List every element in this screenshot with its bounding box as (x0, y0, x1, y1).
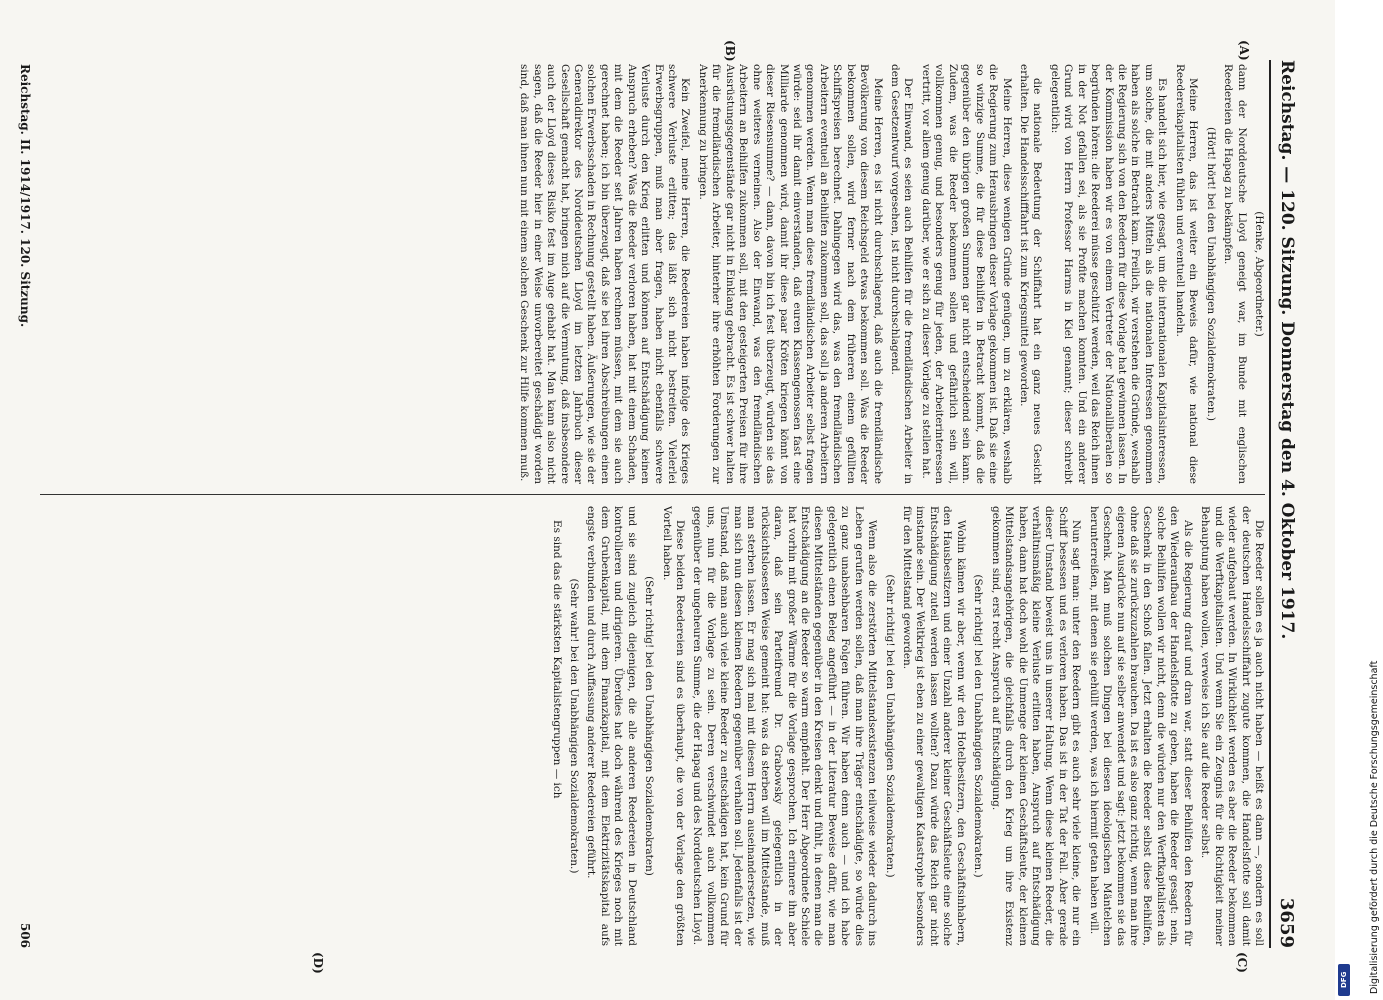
header-page-number: 3659 (1276, 897, 1298, 948)
paragraph: Meine Herren, diese wenigen Gründe genügen, um zu erklären, weshalb die Regierung zum Herausbringen dieser Vorlage gekommen ist. Daß sie eine so winzige Summe, die für diese Beihilfen in Betracht kommt, daß die gegenüber den übrigen großen Summen gar nicht entscheidend sein kann. Zudem, was die Reeder bekommen sollen und gefährlich sein will, vollkommen genug, und besonders genug für jeden, der Arbeiterinteressen vertritt, vor allem genug darüber, wie er sich zu dieser Vorlage zu stellen hat. (919, 64, 1013, 484)
dfg-logo-icon: DFG (1338, 964, 1350, 996)
footer-left: Reichstag. II. 1914/1917. 120. Sitzung. (17, 64, 32, 328)
paragraph: (Henke, Abgeordneter.) (1253, 211, 1265, 337)
column-divider (40, 494, 1265, 495)
right-column (40, 506, 1265, 946)
paragraph: (Sehr richtig! bei den Unabhängigen Sozialdemokraten) (643, 576, 656, 876)
paragraph: (Sehr wahr! bei den Unabhängigen Sozialdemokraten.) (568, 578, 580, 874)
paragraph: Meine Herren, es ist nicht durchschlagend, daß auch die fremdländische Bevölkerung von diesem Reichsgeld etwas bekommen soll. Was die Reeder bekommen sollen, wird ferner nach dem früheren einem gefüllten Schiffspreisen berechnet. Dahingegen wird das, was den fremdländischen Arbeitern eventuell an Beihilfen zukommen soll, das soll ja anderen Arbeitern genommen werden. Wenn man diese fremdländischen Arbeiter selbst fragen würde: seid ihr damit einverstanden, daß euren Klassengenossen fast eine Milliarde genommen wird, damit ihr diese paar Kröten kriegen könnt von dieser Riesensumme? — dann, davon bin ich fest überzeugt, würden sie das ohne weiteres verneinen. Also der Einwand, was den fremdländischen Arbeitern an Beihilfen zukommen soll, mit den gesteigerten Preisen für ihre Ausrüstungsgegenstände gar nicht in Einklang gebracht. Es ist schwer halten für die fremdländischen Arbeiter, hinterher ihre erhöhten Forderungen zur Anerkennung zu bringen. (696, 64, 884, 484)
paragraph: die nationale Bedeutung der Schiffahrt hat ein ganz neues Gesicht erhalten. Die Handelsschifffahrt ist zum Kriegsmittel geworden. (1018, 64, 1044, 484)
margin-mark-b: (B) (723, 40, 737, 62)
footer-page-number: 506 (17, 922, 32, 948)
paragraph: und sie sind zugleich diejenigen, die alle anderen Reedereien in Deutschland kontrollieren und dirigieren. Überdies hat doch während des Krieges noch mit dem Grubenkapital, mit dem Finanzkapital, mit dem Elektrizitätskapital aufs engste verbunden und durch Auffassung anderer Reedereien geführt. (585, 506, 638, 946)
paragraph: (Hört! hört! bei den Unabhängigen Sozialdemokraten.) (1204, 127, 1217, 421)
page-header (1269, 60, 1321, 948)
paragraph: Nun sagt man: unter den Reedern gibt es auch sehr viele kleine, die nur ein Schiff besessen und es verloren haben. Das ist in der Tat der Fall. Aber gerade dieser Umstand beweist uns in unserer Haltung. Wenn diese kleinen Reeder, die verhältnismäßig kleine Verluste erlitten haben, Anspruch auf Entschädigung haben, dann hat doch wohl die Unmenge der kleinen Geschäftsleute, der kleinen Mittelstandsangehörigen, die gleichfalls durch den Krieg um ihre Existenz gekommen sind, erst recht Anspruch auf Entschädigung. (989, 506, 1083, 946)
paragraph: (Sehr richtig! bei den Unabhängigen Sozialdemokraten.) (972, 574, 985, 878)
margin-mark-a: (A) (1237, 40, 1251, 61)
paragraph: Meine Herren, das ist weiter ein Beweis dafür, wie national diese Reedereikapitalisten fühlen und eventuell handeln. (1173, 64, 1200, 484)
left-column (40, 64, 1265, 484)
header-title: Reichstag. — 120. Sitzung. Donnerstag den 4. Oktober 1917. (1276, 60, 1297, 640)
paragraph: Wenn also die zerstörten Mittelstandsexistenzen teilweise wieder dadurch ins Leben gerufen werden sollen, daß man ihre Träger entschädigte, so würde dies zu ganz unabsehbaren Folgen führen. Wir haben denn auch — und ich habe gelegentlich einen Beleg angeführt — in der Literatur Beweise dafür, wie man diesen Mittelständen gegenüber in den Kreisen denkt und fühlt, in denen man die Entschädigung an die Reeder so warm empfiehlt. Der Herr Abgeordnete Schiele hat vorhin mit großer Wärme für die Vorlage gesprochen. Ich erinnere ihn aber daran, daß sein Parteifreund Dr. Grabowsky gelegentlich in der rücksichtslosesten Weise gemeint hat: was da sterben will im Mittelstande, muß man sterben lassen. Er mag sich mal mit diesem Herrn auseinandersetzen, wie man sich nun diesen kleinen Reedern gegenüber verhalten soll. Jedenfalls ist der Umstand, daß man auch viele kleine Reeder zu entschädigen hat, kein Grund für uns, nun für die Vorlage zu sein. Deren verschwindet auch vollkommen gegenüber der ungeheuren Summe, die der Hapag und des Norddeutschen Lloyd. (691, 506, 879, 946)
paragraph: Kein Zweifel, meine Herren, die Reedereien haben infolge des Krieges schwere Verluste erlitten; das läßt sich nicht bestreiten. Vielerlei Erwerbsgruppen, muß man aber fragen, haben nicht ebenfalls schwere Verluste durch den Krieg erlitten und können auf Entschädigung keinen Anspruch erheben? Was die Reeder verloren haben, hat mit einem Schaden, mit dem die Reeder seit Jahren haben rechnen müssen, mit dem sie auch gerechnet haben; ich bin überzeugt, daß sie bei ihren Abschreibungen einen solchen Erwerbsschaden in Rechnung gestellt haben. Äußerungen, wie sie der Generaldirektor des Norddeutschen Lloyd im letzten Jahrbuch dieser Gesellschaft gemacht hat, bringen mich auf die Vermutung, daß insbesondere auch der Lloyd dieses Risiko fest im Auge gehabt hat. Man kann also nicht sagen, daß die Reeder hier in einer Weise unvorbereitet geschädigt worden sind, daß man ihnen nun mit einem solchen Geschenk zur Hilfe kommen muß. (518, 64, 692, 484)
paragraph: Der Einwand, es seien auch Beihilfen für die fremdländischen Arbeiter in dem Gesetzentwurf vorgesehen, ist nicht durchschlagend. (889, 64, 915, 484)
credit-text: Digitalisierung gefördert durch die Deutsche Forschungsgemeinschaft (1369, 660, 1380, 994)
margin-mark-d: (D) (311, 952, 325, 974)
paragraph: (Sehr richtig! bei den Unabhängigen Sozialdemokraten.) (883, 574, 896, 878)
paragraph: Es handelt sich hier, wie gesagt, um die internationalen Kapitalsinteressen, um solche, die mit anders Mitteln als die nationalen Interessen genommen haben als solche in Betracht kam. Freilich, wir verstehen die Gründe, weshalb die Regierung sich von den Reedern für diese Vorlage hat gewinnen lassen. In der Kommission haben wir es von einem Vertreter der Nationalliberalen so begründen hören: die Reederei müsse geschützt werden, weil das Reich ihnen in der Not gefallen sei, als sie Profite machen konnten. Und ein anderer Grund wird von Herrn Professor Harms in Kiel genannt; dieser schreibt gelegentlich: (1048, 64, 1169, 484)
page-footer (14, 64, 34, 948)
margin-mark-c: (C) (1235, 952, 1249, 973)
digitization-credit-strip (1335, 0, 1383, 1000)
paragraph: Diese beiden Reedereien sind es überhaupt, die von der Vorlage den größten Vorteil haben. (660, 506, 687, 946)
paragraph: dann der Norddeutsche Lloyd geneigt war, im Bunde mit englischen Reedereien die Hapag zu bekämpfen. (1222, 64, 1248, 484)
paragraph: Es sind das die stärksten Kapitalistengruppen — ich (550, 520, 563, 799)
paragraph: Als die Regierung drauf und dran war, statt dieser Beihilfen den Reedern für den Wiederaufbau der Handelsflotte zu geben, haben die Reeder gesagt: nein, solche Beihilfen wollen wir nicht, denn die würden nur den Werftkapitalisten als Geschenk in den Schoß fallen. Jetzt erhalten die Reeder selbst diese Beihilfen, ohne daß sie zurückzuzahlen brauchen. Da ist es also ganz richtig, wenn man ihre eigenen Ausdrücke nun auf sie selber anwendet und sagt: jetzt bekommen sie das Geschenk. Man muß solchen Dingen bei diesen ideologischen Mäntelchen herunterreißen, mit denen sie gehüllt werden, was ich hiermit getan haben will. (1087, 506, 1194, 946)
paragraph: Wohin kämen wir aber, wenn wir den Hotelbesitzern, den Geschäftsinhabern, den Hausbesitzern und einer Unzahl anderer kleiner Geschäftsleute eine solche Entschädigung zuteil werden lassen wollten? Dazu würde das Reich gar nicht imstande sein. Der Weltkrieg ist eben zu einer gewaltigen Katastrophe besonders für den Mittelstand geworden. (901, 506, 967, 946)
paragraph: Die Reeder sollen es ja auch nicht haben — heißt es dann —, sondern es soll der deutschen Handelsschiffahrt zugute kommen, die Handelsflotte soll damit wieder aufgebaut werden. In Wirklichkeit werden es aber die Reeder bekommen und die Werftkapitalisten. Und wenn Sie ein Zeugnis für die Richtigkeit meiner Behauptung haben wollen, verweise ich Sie auf die Reeder selbst. (1199, 506, 1265, 946)
